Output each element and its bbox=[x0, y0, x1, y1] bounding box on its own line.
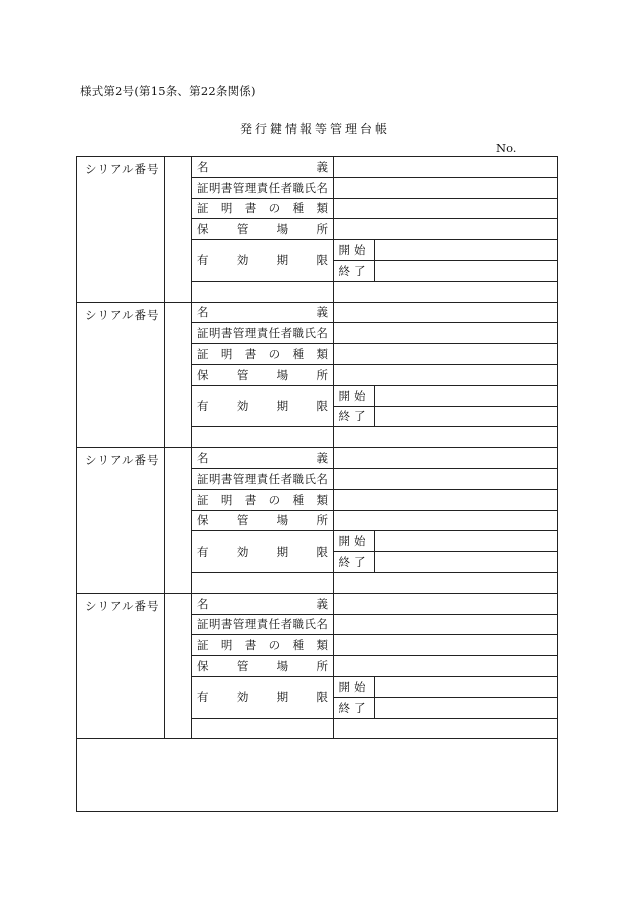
validity-end-value[interactable] bbox=[375, 406, 558, 427]
name-value[interactable] bbox=[334, 157, 558, 178]
ledger-body bbox=[77, 157, 558, 812]
label-char: 書 bbox=[244, 492, 257, 507]
label-char: 明 bbox=[220, 492, 233, 507]
validity-end-value[interactable] bbox=[375, 552, 558, 573]
label-char: 理 bbox=[244, 617, 257, 632]
validity-label-cell bbox=[192, 676, 334, 718]
manager-label bbox=[197, 325, 328, 341]
document-number-label: No. bbox=[496, 141, 517, 155]
label-char: 有 bbox=[197, 253, 209, 268]
label-char: 名 bbox=[197, 451, 209, 466]
label-char: 種 bbox=[292, 638, 305, 653]
label-char: 名 bbox=[197, 596, 209, 611]
location-label-cell bbox=[192, 656, 334, 677]
label-char: 類 bbox=[316, 492, 328, 507]
location-label-cell bbox=[192, 510, 334, 531]
blank-value[interactable] bbox=[334, 427, 558, 448]
manager-value[interactable] bbox=[334, 614, 558, 635]
label-char: 効 bbox=[236, 253, 249, 268]
location-label-cell bbox=[192, 364, 334, 385]
validity-start-value[interactable] bbox=[375, 676, 558, 697]
name-label-cell bbox=[192, 157, 334, 178]
entry-4-row bbox=[77, 593, 558, 614]
label-char: 保 bbox=[197, 513, 209, 528]
name-label-cell bbox=[192, 302, 334, 323]
label-char: 書 bbox=[220, 617, 233, 632]
label-char: 保 bbox=[197, 659, 209, 674]
label-char: 責 bbox=[256, 471, 269, 486]
validity-label bbox=[197, 544, 328, 560]
label-char: 類 bbox=[316, 201, 328, 216]
cert-type-label bbox=[197, 200, 328, 216]
entry-3-row bbox=[77, 448, 558, 469]
label-char: の bbox=[268, 638, 281, 653]
blank-value[interactable] bbox=[334, 718, 558, 739]
label-char: 書 bbox=[220, 471, 233, 486]
label-char: 理 bbox=[244, 471, 257, 486]
cert-type-value[interactable] bbox=[334, 198, 558, 219]
label-char: 有 bbox=[197, 399, 209, 414]
validity-end-value[interactable] bbox=[375, 697, 558, 718]
manager-value[interactable] bbox=[334, 177, 558, 198]
manager-label-cell bbox=[192, 468, 334, 489]
label-char: 任 bbox=[268, 471, 281, 486]
label-char: 所 bbox=[316, 222, 328, 237]
cert-type-label-cell bbox=[192, 489, 334, 510]
blank-label-cell[interactable] bbox=[192, 572, 334, 593]
name-label bbox=[197, 450, 328, 466]
serial-number-value[interactable] bbox=[165, 448, 192, 594]
label-char: 者 bbox=[280, 326, 293, 341]
validity-end-value[interactable] bbox=[375, 260, 558, 281]
label-char: 明 bbox=[208, 617, 221, 632]
label-char: 氏 bbox=[304, 471, 316, 486]
location-label bbox=[197, 658, 328, 674]
location-label bbox=[197, 512, 328, 528]
label-char: 任 bbox=[268, 617, 281, 632]
label-char: 責 bbox=[256, 617, 269, 632]
label-char: 名 bbox=[316, 617, 328, 632]
label-char: 効 bbox=[236, 544, 249, 559]
cert-type-label bbox=[197, 346, 328, 362]
label-char: 氏 bbox=[304, 617, 316, 632]
validity-start-label: 開始 bbox=[334, 240, 375, 261]
validity-label-cell bbox=[192, 531, 334, 573]
label-char: 限 bbox=[316, 690, 328, 705]
name-value[interactable] bbox=[334, 593, 558, 614]
label-char: 管 bbox=[232, 617, 245, 632]
label-char: 証 bbox=[197, 617, 209, 632]
cert-type-value[interactable] bbox=[334, 489, 558, 510]
label-char: 管 bbox=[236, 659, 249, 674]
manager-label bbox=[197, 616, 328, 632]
label-char: 期 bbox=[276, 544, 289, 559]
label-char: 種 bbox=[292, 347, 305, 362]
label-char: 理 bbox=[244, 180, 257, 195]
label-char: 種 bbox=[292, 492, 305, 507]
label-char: 者 bbox=[280, 617, 293, 632]
label-char: 明 bbox=[220, 201, 233, 216]
label-char: 効 bbox=[236, 690, 249, 705]
label-char: 証 bbox=[197, 347, 209, 362]
label-char: 証 bbox=[197, 180, 209, 195]
manager-label bbox=[197, 471, 328, 487]
name-label bbox=[197, 159, 328, 175]
label-char: 場 bbox=[276, 222, 289, 237]
serial-number-value[interactable] bbox=[165, 157, 192, 303]
label-char: 氏 bbox=[304, 326, 316, 341]
label-char: 明 bbox=[220, 638, 233, 653]
location-label-cell bbox=[192, 219, 334, 240]
blank-label-cell[interactable] bbox=[192, 427, 334, 448]
validity-start-label: 開始 bbox=[334, 531, 375, 552]
cert-type-label bbox=[197, 492, 328, 508]
location-label bbox=[197, 367, 328, 383]
label-char: 責 bbox=[256, 326, 269, 341]
label-char: 限 bbox=[316, 399, 328, 414]
name-label bbox=[197, 304, 328, 320]
validity-label bbox=[197, 398, 328, 414]
cert-type-value[interactable] bbox=[334, 344, 558, 365]
manager-value[interactable] bbox=[334, 468, 558, 489]
label-char: 管 bbox=[236, 513, 249, 528]
validity-end-label: 終了 bbox=[334, 406, 375, 427]
validity-start-value[interactable] bbox=[375, 531, 558, 552]
label-char: 効 bbox=[236, 399, 249, 414]
label-char: 種 bbox=[292, 201, 305, 216]
label-char: 保 bbox=[197, 367, 209, 382]
label-char: 所 bbox=[316, 659, 328, 674]
label-char: 書 bbox=[220, 180, 233, 195]
label-char: 職 bbox=[292, 180, 304, 195]
location-label bbox=[197, 221, 328, 237]
name-label-cell bbox=[192, 448, 334, 469]
validity-start-value[interactable] bbox=[375, 385, 558, 406]
label-char: 者 bbox=[280, 471, 293, 486]
cert-type-label-cell bbox=[192, 635, 334, 656]
location-value[interactable] bbox=[334, 656, 558, 677]
remarks-row bbox=[77, 739, 558, 812]
label-char: 職 bbox=[292, 471, 304, 486]
label-char: 書 bbox=[244, 201, 257, 216]
manager-label-cell bbox=[192, 614, 334, 635]
label-char: 義 bbox=[316, 451, 328, 466]
cert-type-value[interactable] bbox=[334, 635, 558, 656]
form-number: 様式第2号(第15条、第22条関係) bbox=[80, 84, 256, 98]
label-char: 限 bbox=[316, 544, 328, 559]
label-char: 期 bbox=[276, 399, 289, 414]
manager-label-cell bbox=[192, 177, 334, 198]
key-ledger-table bbox=[76, 156, 558, 812]
entry-1-row bbox=[77, 157, 558, 178]
label-char: 義 bbox=[316, 159, 328, 174]
label-char: 有 bbox=[197, 690, 209, 705]
name-label bbox=[197, 596, 328, 612]
label-char: 限 bbox=[316, 253, 328, 268]
validity-label-cell bbox=[192, 385, 334, 427]
validity-end-label: 終了 bbox=[334, 552, 375, 573]
validity-label bbox=[197, 689, 328, 705]
label-char: 任 bbox=[268, 180, 281, 195]
validity-start-label: 開始 bbox=[334, 676, 375, 697]
label-char: 場 bbox=[276, 513, 289, 528]
name-label-cell bbox=[192, 593, 334, 614]
name-value[interactable] bbox=[334, 448, 558, 469]
validity-label-cell bbox=[192, 240, 334, 282]
label-char: 名 bbox=[197, 305, 209, 320]
manager-value[interactable] bbox=[334, 323, 558, 344]
label-char: 明 bbox=[208, 180, 221, 195]
location-value[interactable] bbox=[334, 510, 558, 531]
label-char: 保 bbox=[197, 222, 209, 237]
label-char: 書 bbox=[244, 347, 257, 362]
label-char: 氏 bbox=[304, 180, 316, 195]
serial-number-label: シリアル番号 bbox=[77, 302, 165, 448]
label-char: 義 bbox=[316, 305, 328, 320]
label-char: 期 bbox=[276, 690, 289, 705]
label-char: 明 bbox=[220, 347, 233, 362]
document-title: 発行鍵情報等管理台帳 bbox=[239, 122, 390, 136]
label-char: 名 bbox=[316, 180, 328, 195]
label-char: 名 bbox=[197, 159, 209, 174]
label-char: の bbox=[268, 201, 281, 216]
blank-label-cell[interactable] bbox=[192, 281, 334, 302]
validity-start-value[interactable] bbox=[375, 240, 558, 261]
label-char: 管 bbox=[236, 367, 249, 382]
serial-number-value[interactable] bbox=[165, 593, 192, 739]
validity-end-label: 終了 bbox=[334, 260, 375, 281]
entry-2-row bbox=[77, 302, 558, 323]
serial-number-value[interactable] bbox=[165, 302, 192, 448]
label-char: 証 bbox=[197, 326, 209, 341]
label-char: 証 bbox=[197, 201, 209, 216]
manager-label-cell bbox=[192, 323, 334, 344]
label-char: 場 bbox=[276, 367, 289, 382]
label-char: 証 bbox=[197, 492, 209, 507]
location-value[interactable] bbox=[334, 364, 558, 385]
label-char: の bbox=[268, 347, 281, 362]
label-char: 証 bbox=[197, 638, 209, 653]
label-char: 理 bbox=[244, 326, 257, 341]
manager-label bbox=[197, 180, 328, 196]
label-char: 管 bbox=[232, 326, 245, 341]
label-char: 場 bbox=[276, 659, 289, 674]
cert-type-label-cell bbox=[192, 344, 334, 365]
label-char: 明 bbox=[208, 326, 221, 341]
label-char: 名 bbox=[316, 326, 328, 341]
label-char: 明 bbox=[208, 471, 221, 486]
label-char: 所 bbox=[316, 513, 328, 528]
label-char: 類 bbox=[316, 347, 328, 362]
label-char: 所 bbox=[316, 367, 328, 382]
label-char: 責 bbox=[256, 180, 269, 195]
label-char: 義 bbox=[316, 596, 328, 611]
label-char: 管 bbox=[236, 222, 249, 237]
remarks-area[interactable] bbox=[77, 739, 558, 812]
label-char: の bbox=[268, 492, 281, 507]
cert-type-label-cell bbox=[192, 198, 334, 219]
label-char: 書 bbox=[220, 326, 233, 341]
cert-type-label bbox=[197, 637, 328, 653]
label-char: 管 bbox=[232, 180, 245, 195]
label-char: 者 bbox=[280, 180, 293, 195]
label-char: 類 bbox=[316, 638, 328, 653]
serial-number-label: シリアル番号 bbox=[77, 157, 165, 303]
serial-number-label: シリアル番号 bbox=[77, 593, 165, 739]
label-char: 職 bbox=[292, 617, 304, 632]
label-char: 有 bbox=[197, 544, 209, 559]
name-value[interactable] bbox=[334, 302, 558, 323]
validity-label bbox=[197, 252, 328, 268]
serial-number-label: シリアル番号 bbox=[77, 448, 165, 594]
validity-end-label: 終了 bbox=[334, 697, 375, 718]
location-value[interactable] bbox=[334, 219, 558, 240]
validity-start-label: 開始 bbox=[334, 385, 375, 406]
label-char: 職 bbox=[292, 326, 304, 341]
label-char: 名 bbox=[316, 471, 328, 486]
blank-label-cell[interactable] bbox=[192, 718, 334, 739]
label-char: 任 bbox=[268, 326, 281, 341]
blank-value[interactable] bbox=[334, 281, 558, 302]
label-char: 管 bbox=[232, 471, 245, 486]
blank-value[interactable] bbox=[334, 572, 558, 593]
label-char: 書 bbox=[244, 638, 257, 653]
label-char: 期 bbox=[276, 253, 289, 268]
label-char: 証 bbox=[197, 471, 209, 486]
